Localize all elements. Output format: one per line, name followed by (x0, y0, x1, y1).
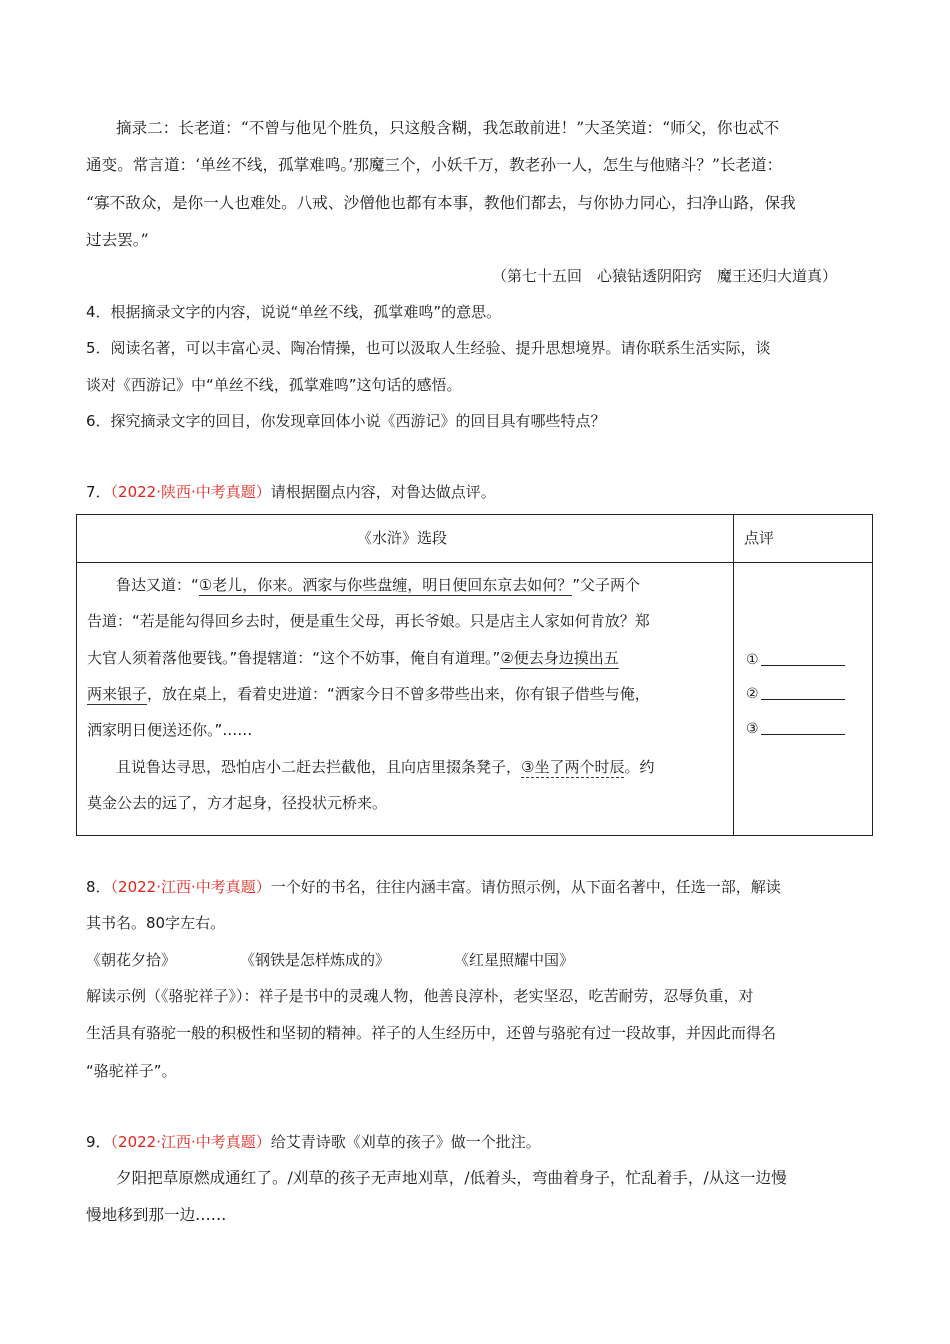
example-line-3: “骆驼祥子”。 (86, 1062, 177, 1080)
table-header-left (77, 515, 734, 563)
underlined-phrase-2b: 两来银子 (87, 685, 148, 703)
source-tag: （2022·江西·中考真题） (110, 1133, 271, 1151)
book-option-3: 《红星照耀中国》 (454, 951, 575, 969)
passage-line-6: 且说鲁达寻思，恐怕店小二赶去拦截他，且向店里掇条凳子，③坐了两个时辰。约 (116, 758, 655, 776)
question-4: 4．根据摘录文字的内容，说说“单丝不线，孤掌难鸣”的意思。 (86, 303, 502, 321)
question-number: 7． (86, 483, 111, 501)
underlined-phrase-3: ③坐了两个时辰 (521, 758, 625, 776)
excerpt-line-4: 过去罢。” (86, 231, 149, 249)
passage-line-7: 莫金公去的远了，方才起身，径投状元桥来。 (87, 794, 388, 812)
question-6: 6．探究摘录文字的回目，你发现章回体小说《西游记》的回目具有哪些特点？ (86, 412, 606, 430)
example-line-2: 生活具有骆驼一般的积极性和坚韧的精神。祥子的人生经历中，还曾与骆驼有过一段故事，并因此而得名 (86, 1024, 777, 1042)
excerpt-line-2: 通变。常言道：‘单丝不线，孤掌难鸣。’那魔三个，小妖千万，教老孙一人，怎生与他赌斗？”长老道： (86, 156, 783, 174)
source-tag: （2022·江西·中考真题） (110, 878, 271, 896)
table-header-right (734, 515, 873, 563)
passage-line-2: 告道：“若是能勾得回乡去时，便是重生父母，再长爷娘。只是店主人家如何肯放？郑 (87, 612, 650, 630)
header-right-label: 点评 (744, 529, 775, 547)
question-5-line-2: 谈对《西游记》中“单丝不线，孤掌难鸣”这句话的感悟。 (86, 376, 462, 394)
comment-blank-3[interactable]: ③ (746, 719, 845, 739)
passage-line-1: 鲁达又道：“①老儿，你来。洒家与你些盘缠，明日便回东京去如何？”父子两个 (116, 576, 641, 594)
excerpt-line-3: “寡不敌众，是你一人也难处。八戒、沙僧他也都有本事，教他们都去，与你协力同心，扫净山路，保我 (86, 194, 796, 212)
shuihu-table (76, 514, 873, 836)
poem-line-1: 夕阳把草原燃成通红了。/刈草的孩子无声地刈草，/低着头，弯曲着身子，忙乱着手，/从这一边慢 (116, 1169, 787, 1187)
passage-line-3: 大官人须着落他要钱。”鲁提辖道：“这个不妨事，俺自有道理。”②便去身边摸出五 (87, 649, 619, 667)
comment-blank-2[interactable]: ② (746, 684, 845, 704)
question-prompt: 一个好的书名，往往内涵丰富。请仿照示例，从下面名著中，任选一部，解读 (270, 878, 781, 896)
book-options (86, 950, 574, 970)
question-9 (86, 1132, 541, 1152)
passage-cell (77, 563, 734, 836)
passage-line-4: 两来银子，放在桌上，看着史进道：“洒家今日不曾多带些出来，你有银子借些与俺， (87, 685, 650, 703)
question-7 (86, 482, 496, 502)
header-left-label: 《水浒》选段 (357, 529, 448, 547)
question-number: 9． (86, 1133, 111, 1151)
question-number: 8． (86, 878, 111, 896)
excerpt-line-1: 摘录二：长老道：“不曾与他见个胜负，只这般含糊，我怎敢前进！”大圣笑道：“师父，你也忒不 (116, 119, 780, 137)
question-8-line-2: 其书名。80字左右。 (86, 914, 226, 932)
comment-blank-1[interactable]: ① (746, 650, 845, 670)
comment-cell (734, 563, 873, 836)
excerpt-source: （第七十五回 心猿钻透阴阳窍 魔王还归大道真） (492, 267, 838, 285)
passage-line-5: 洒家明日便送还你。”…… (87, 721, 253, 739)
underlined-phrase-1: ①老儿，你来。洒家与你些盘缠，明日便回东京去如何？ (198, 576, 573, 594)
question-5-line-1: 5．阅读名著，可以丰富心灵、陶冶情操，也可以汲取人生经验、提升思想境界。请你联系生活实际，谈 (86, 339, 771, 357)
underlined-phrase-2: ②便去身边摸出五 (500, 649, 619, 667)
example-line-1: 解读示例（《骆驼祥子》）：祥子是书中的灵魂人物，他善良淳朴，老实坚忍，吃苦耐劳，忍辱负重，对 (86, 987, 754, 1005)
book-option-2: 《钢铁是怎样炼成的》 (240, 951, 391, 969)
question-8 (86, 877, 781, 897)
source-tag: （2022·陕西·中考真题） (110, 483, 271, 501)
question-prompt: 给艾青诗歌《刈草的孩子》做一个批注。 (270, 1133, 541, 1151)
poem-line-2: 慢地移到那一边…… (86, 1206, 227, 1224)
book-option-1: 《朝花夕拾》 (86, 951, 177, 969)
question-prompt: 请根据圈点内容，对鲁达做点评。 (270, 483, 496, 501)
